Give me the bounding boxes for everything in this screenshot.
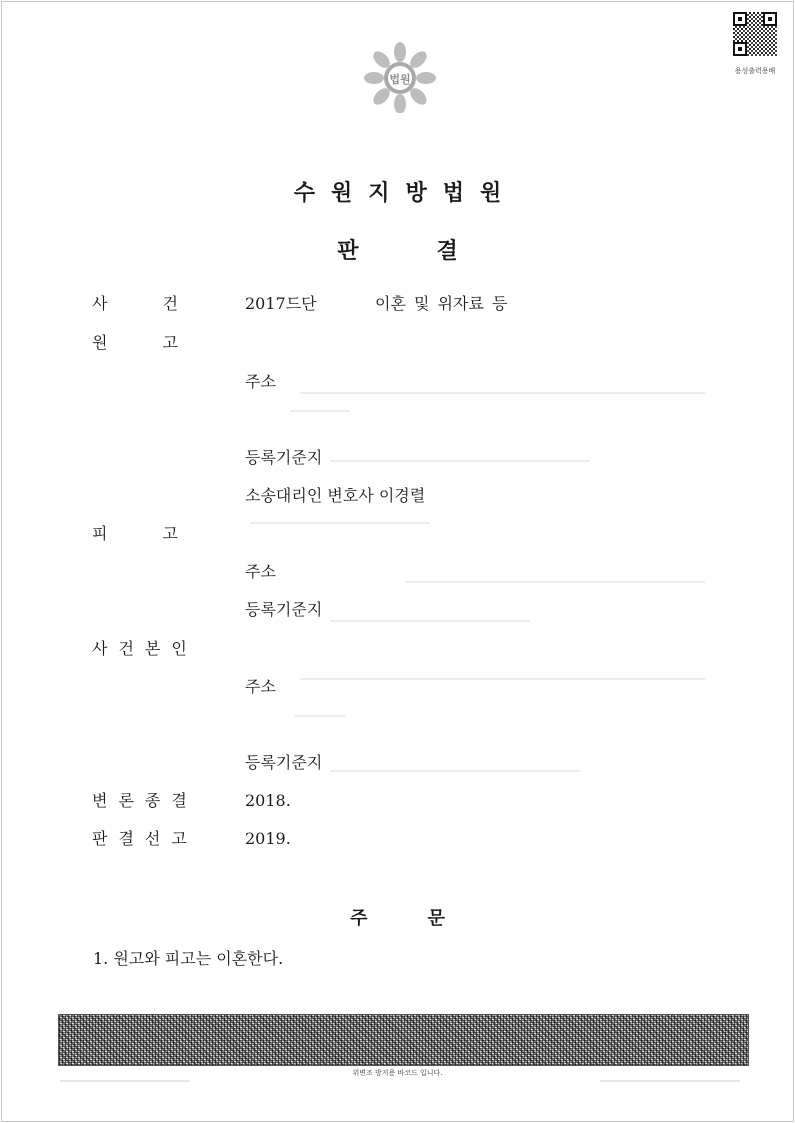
- court-name: 수원지방법원: [293, 181, 518, 206]
- redaction-mark: [295, 715, 345, 717]
- plaintiff-registry-label: 등록기준지: [245, 448, 323, 467]
- case-number: 2017드단: [245, 294, 317, 313]
- redaction-mark: [330, 460, 590, 462]
- redaction-mark: [290, 410, 350, 412]
- judgment-label: 판결선고: [92, 829, 198, 848]
- document-title: 판결: [337, 239, 536, 264]
- plaintiff-label: 원 고: [92, 333, 178, 352]
- principal-label: 사건본인: [92, 639, 198, 658]
- anti-forgery-barcode: [58, 1014, 749, 1066]
- emblem-label: 법원: [389, 73, 411, 86]
- redaction-mark: [330, 770, 580, 772]
- plaintiff-address-label: 주소: [245, 372, 276, 391]
- defendant-registry-label: 등록기준지: [245, 600, 323, 619]
- case-title: 이혼 및 위자료 등: [375, 294, 508, 313]
- footer-trace: [60, 1080, 190, 1082]
- redaction-mark: [330, 620, 530, 622]
- redaction-mark: [300, 678, 705, 680]
- principal-address-label: 주소: [245, 677, 276, 696]
- qr-caption: 용성출력용배: [734, 67, 776, 75]
- plaintiff-attorney: 소송대리인 변호사 이경렬: [245, 486, 426, 505]
- case-label: 사 건: [92, 294, 178, 313]
- qr-code-icon: [733, 12, 777, 56]
- closing-label: 변론종결: [92, 791, 198, 810]
- closing-date: 2018.: [245, 791, 291, 810]
- redaction-mark: [250, 522, 430, 524]
- ruling-title: 주문: [350, 908, 505, 929]
- defendant-label: 피 고: [92, 524, 178, 543]
- redaction-mark: [405, 581, 705, 583]
- footer-trace: [600, 1080, 740, 1082]
- redaction-mark: [300, 392, 705, 394]
- judgment-date: 2019.: [245, 829, 291, 848]
- principal-registry-label: 등록기준지: [245, 753, 323, 772]
- ruling-item-1: 1. 원고와 피고는 이혼한다.: [93, 949, 284, 968]
- barcode-caption: 위변조 방지용 바코드 입니다.: [352, 1069, 443, 1077]
- defendant-address-label: 주소: [245, 562, 276, 581]
- court-emblem-icon: [360, 38, 440, 113]
